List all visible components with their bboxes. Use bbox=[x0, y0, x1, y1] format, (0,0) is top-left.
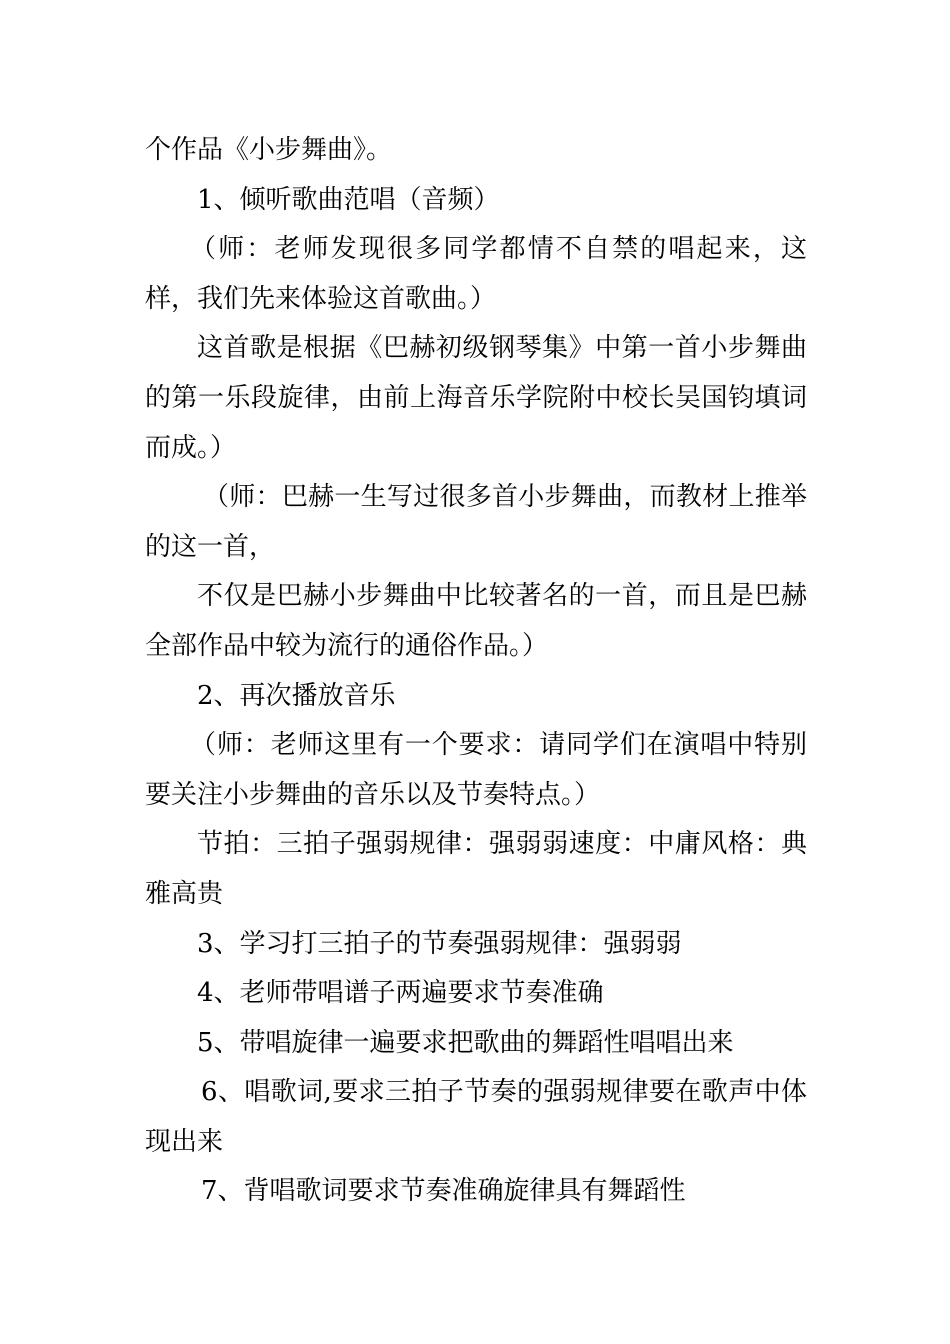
paragraph-teacher-note-1: （师：老师发现很多同学都情不自禁的唱起来，这样，我们先来体验这首歌曲。） bbox=[145, 234, 807, 314]
paragraph-step-3: 3、学习打三拍子的节奏强弱规律：强弱弱 bbox=[197, 928, 682, 959]
paragraph-bach-works: 不仅是巴赫小步舞曲中比较著名的一首，而且是巴赫全部作品中较为流行的通俗作品。） bbox=[145, 581, 807, 661]
document-body bbox=[145, 126, 807, 1217]
paragraph-continuation: 个作品《小步舞曲》。 bbox=[145, 135, 393, 165]
paragraph-song-origin: 这首歌是根据《巴赫初级钢琴集》中第一首小步舞曲的第一乐段旋律，由前上海音乐学院附中校长吴国钧填词而成。） bbox=[145, 333, 807, 463]
paragraph-step-4: 4、老师带唱谱子两遍要求节奏准确 bbox=[197, 978, 604, 1009]
paragraph-step-5: 5、带唱旋律一遍要求把歌曲的舞蹈性唱唱出来 bbox=[197, 1027, 734, 1058]
paragraph-rhythm-features: 节拍：三拍子强弱规律：强弱弱速度：中庸风格：典雅高贵 bbox=[145, 829, 807, 909]
paragraph-teacher-note-2: （师：巴赫一生写过很多首小步舞曲，而教材上推举的这一首， bbox=[145, 482, 807, 562]
paragraph-teacher-note-3: （师：老师这里有一个要求：请同学们在演唱中特别要关注小步舞曲的音乐以及节奏特点。） bbox=[145, 730, 807, 810]
paragraph-step-2: 2、再次播放音乐 bbox=[197, 680, 396, 711]
paragraph-step-7: 7、背唱歌词要求节奏准确旋律具有舞蹈性 bbox=[201, 1176, 686, 1207]
paragraph-step-6: 6、唱歌词,要求三拍子节奏的强弱规律要在歌声中体现出来 bbox=[145, 1077, 807, 1157]
paragraph-step-1: 1、倾听歌曲范唱（音频） bbox=[197, 184, 500, 215]
